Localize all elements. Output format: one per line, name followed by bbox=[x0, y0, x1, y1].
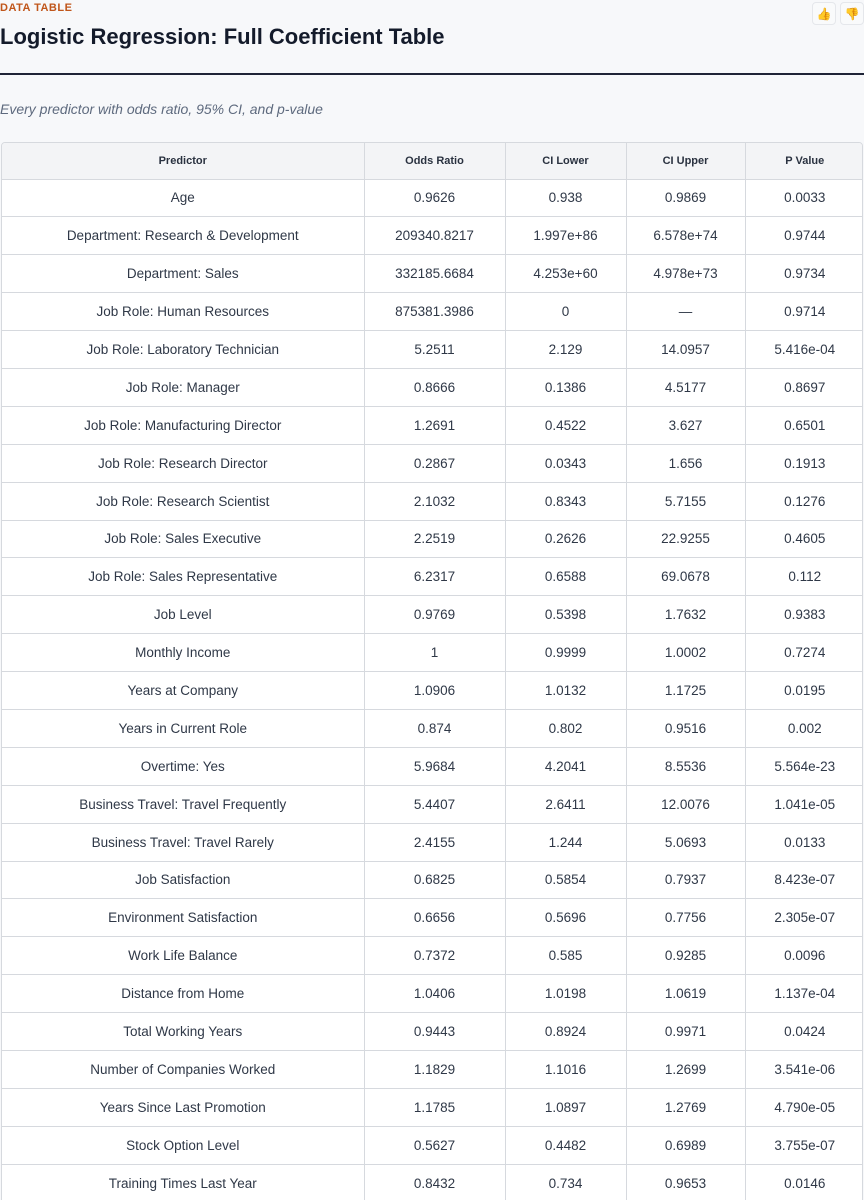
predictor-cell: Job Role: Research Scientist bbox=[2, 482, 364, 520]
value-cell: 0.8697 bbox=[745, 368, 863, 406]
value-cell: 0.6825 bbox=[364, 861, 505, 899]
value-cell: 0.874 bbox=[364, 709, 505, 747]
value-cell: 0.1386 bbox=[505, 368, 626, 406]
title-divider bbox=[0, 73, 864, 75]
value-cell: 0.9971 bbox=[626, 1013, 745, 1051]
value-cell: 0.0033 bbox=[745, 179, 863, 217]
value-cell: 6.578e+74 bbox=[626, 217, 745, 255]
value-cell: 1 bbox=[364, 634, 505, 672]
value-cell: 1.137e-04 bbox=[745, 975, 863, 1013]
predictor-cell: Environment Satisfaction bbox=[2, 899, 364, 937]
value-cell: 2.305e-07 bbox=[745, 899, 863, 937]
value-cell: 0.8666 bbox=[364, 368, 505, 406]
predictor-cell: Total Working Years bbox=[2, 1013, 364, 1051]
value-cell: 0.7274 bbox=[745, 634, 863, 672]
value-cell: 0.6501 bbox=[745, 406, 863, 444]
value-cell: 0.9626 bbox=[364, 179, 505, 217]
table-row bbox=[2, 1050, 863, 1088]
value-cell: 1.0198 bbox=[505, 975, 626, 1013]
value-cell: 1.1785 bbox=[364, 1088, 505, 1126]
value-cell: 2.2519 bbox=[364, 520, 505, 558]
table-row bbox=[2, 1013, 863, 1051]
value-cell: 0.0146 bbox=[745, 1164, 863, 1200]
value-cell: 5.2511 bbox=[364, 331, 505, 369]
value-cell: 0.7756 bbox=[626, 899, 745, 937]
table-row bbox=[2, 823, 863, 861]
value-cell: 8.423e-07 bbox=[745, 861, 863, 899]
table-row bbox=[2, 1126, 863, 1164]
table-row bbox=[2, 747, 863, 785]
predictor-cell: Job Role: Laboratory Technician bbox=[2, 331, 364, 369]
column-header[interactable]: CI Lower bbox=[505, 143, 626, 179]
value-cell: 2.129 bbox=[505, 331, 626, 369]
value-cell: 0.9443 bbox=[364, 1013, 505, 1051]
value-cell: 22.9255 bbox=[626, 520, 745, 558]
value-cell: 0.0424 bbox=[745, 1013, 863, 1051]
table-row bbox=[2, 520, 863, 558]
value-cell: 1.2769 bbox=[626, 1088, 745, 1126]
thumbs-down-button[interactable] bbox=[840, 2, 864, 25]
column-header[interactable]: CI Upper bbox=[626, 143, 745, 179]
value-cell: 0.734 bbox=[505, 1164, 626, 1200]
value-cell: 0.9999 bbox=[505, 634, 626, 672]
value-cell: 875381.3986 bbox=[364, 293, 505, 331]
value-cell: 2.6411 bbox=[505, 785, 626, 823]
value-cell: 1.0897 bbox=[505, 1088, 626, 1126]
feedback-buttons bbox=[812, 2, 864, 25]
table-row bbox=[2, 482, 863, 520]
predictor-cell: Job Role: Research Director bbox=[2, 444, 364, 482]
value-cell: 69.0678 bbox=[626, 558, 745, 596]
table-row bbox=[2, 444, 863, 482]
table-body bbox=[2, 179, 863, 1200]
table-row bbox=[2, 368, 863, 406]
page-title: Logistic Regression: Full Coefficient Table bbox=[0, 24, 445, 49]
table-row bbox=[2, 406, 863, 444]
value-cell: 0.802 bbox=[505, 709, 626, 747]
table-row bbox=[2, 975, 863, 1013]
value-cell: 1.997e+86 bbox=[505, 217, 626, 255]
predictor-cell: Job Role: Human Resources bbox=[2, 293, 364, 331]
table-row bbox=[2, 672, 863, 710]
predictor-cell: Department: Sales bbox=[2, 255, 364, 293]
value-cell: 1.2699 bbox=[626, 1050, 745, 1088]
predictor-cell: Business Travel: Travel Rarely bbox=[2, 823, 364, 861]
value-cell: 0.9714 bbox=[745, 293, 863, 331]
value-cell: 3.627 bbox=[626, 406, 745, 444]
value-cell: 5.7155 bbox=[626, 482, 745, 520]
value-cell: 6.2317 bbox=[364, 558, 505, 596]
predictor-cell: Training Times Last Year bbox=[2, 1164, 364, 1200]
value-cell: 0.2867 bbox=[364, 444, 505, 482]
value-cell: 0.9769 bbox=[364, 596, 505, 634]
value-cell: 4.978e+73 bbox=[626, 255, 745, 293]
value-cell: 1.0619 bbox=[626, 975, 745, 1013]
value-cell: 332185.6684 bbox=[364, 255, 505, 293]
thumbs-up-icon: 👍 bbox=[816, 6, 832, 21]
value-cell: 0.0343 bbox=[505, 444, 626, 482]
value-cell: 8.5536 bbox=[626, 747, 745, 785]
predictor-cell: Work Life Balance bbox=[2, 937, 364, 975]
predictor-cell: Stock Option Level bbox=[2, 1126, 364, 1164]
table-row bbox=[2, 331, 863, 369]
value-cell: 3.541e-06 bbox=[745, 1050, 863, 1088]
value-cell: 4.2041 bbox=[505, 747, 626, 785]
predictor-cell: Job Satisfaction bbox=[2, 861, 364, 899]
value-cell: 0.4605 bbox=[745, 520, 863, 558]
value-cell: 0.4522 bbox=[505, 406, 626, 444]
predictor-cell: Years in Current Role bbox=[2, 709, 364, 747]
table-row bbox=[2, 1088, 863, 1126]
column-header[interactable]: P Value bbox=[745, 143, 863, 179]
table-row bbox=[2, 937, 863, 975]
column-header[interactable]: Predictor bbox=[2, 143, 364, 179]
value-cell: 0.0133 bbox=[745, 823, 863, 861]
thumbs-up-button[interactable] bbox=[812, 2, 836, 25]
value-cell: 1.1016 bbox=[505, 1050, 626, 1088]
value-cell: 3.755e-07 bbox=[745, 1126, 863, 1164]
table-row bbox=[2, 293, 863, 331]
predictor-cell: Number of Companies Worked bbox=[2, 1050, 364, 1088]
table-row bbox=[2, 709, 863, 747]
value-cell: 1.7632 bbox=[626, 596, 745, 634]
value-cell: 12.0076 bbox=[626, 785, 745, 823]
table-row bbox=[2, 634, 863, 672]
coefficient-table bbox=[2, 143, 863, 1200]
value-cell: 1.041e-05 bbox=[745, 785, 863, 823]
value-cell: 0.2626 bbox=[505, 520, 626, 558]
value-cell: 5.4407 bbox=[364, 785, 505, 823]
value-cell: 4.253e+60 bbox=[505, 255, 626, 293]
value-cell: 5.9684 bbox=[364, 747, 505, 785]
value-cell: 0.9869 bbox=[626, 179, 745, 217]
coefficient-table-container[interactable] bbox=[1, 142, 863, 1200]
predictor-cell: Job Role: Sales Representative bbox=[2, 558, 364, 596]
predictor-cell: Job Role: Manager bbox=[2, 368, 364, 406]
value-cell: — bbox=[626, 293, 745, 331]
table-header bbox=[2, 143, 863, 179]
predictor-cell: Monthly Income bbox=[2, 634, 364, 672]
value-cell: 0.7937 bbox=[626, 861, 745, 899]
value-cell: 209340.8217 bbox=[364, 217, 505, 255]
value-cell: 0.938 bbox=[505, 179, 626, 217]
value-cell: 0.6656 bbox=[364, 899, 505, 937]
value-cell: 5.416e-04 bbox=[745, 331, 863, 369]
value-cell: 0.9744 bbox=[745, 217, 863, 255]
predictor-cell: Overtime: Yes bbox=[2, 747, 364, 785]
value-cell: 0.9653 bbox=[626, 1164, 745, 1200]
value-cell: 1.0002 bbox=[626, 634, 745, 672]
column-header[interactable]: Odds Ratio bbox=[364, 143, 505, 179]
value-cell: 0.8432 bbox=[364, 1164, 505, 1200]
value-cell: 0.0096 bbox=[745, 937, 863, 975]
value-cell: 0.5627 bbox=[364, 1126, 505, 1164]
table-row bbox=[2, 596, 863, 634]
value-cell: 0.9516 bbox=[626, 709, 745, 747]
page-subtitle: Every predictor with odds ratio, 95% CI, and p-value bbox=[0, 101, 323, 117]
value-cell: 0.1913 bbox=[745, 444, 863, 482]
value-cell: 5.0693 bbox=[626, 823, 745, 861]
predictor-cell: Distance from Home bbox=[2, 975, 364, 1013]
predictor-cell: Job Role: Sales Executive bbox=[2, 520, 364, 558]
value-cell: 0.1276 bbox=[745, 482, 863, 520]
value-cell: 0.9383 bbox=[745, 596, 863, 634]
table-row bbox=[2, 1164, 863, 1200]
value-cell: 4.790e-05 bbox=[745, 1088, 863, 1126]
table-row bbox=[2, 785, 863, 823]
value-cell: 1.1725 bbox=[626, 672, 745, 710]
value-cell: 4.5177 bbox=[626, 368, 745, 406]
value-cell: 1.0406 bbox=[364, 975, 505, 1013]
table-row bbox=[2, 255, 863, 293]
value-cell: 0.002 bbox=[745, 709, 863, 747]
value-cell: 0.0195 bbox=[745, 672, 863, 710]
value-cell: 1.0906 bbox=[364, 672, 505, 710]
value-cell: 2.1032 bbox=[364, 482, 505, 520]
predictor-cell: Age bbox=[2, 179, 364, 217]
value-cell: 0.7372 bbox=[364, 937, 505, 975]
table-row bbox=[2, 899, 863, 937]
value-cell: 0.5398 bbox=[505, 596, 626, 634]
value-cell: 14.0957 bbox=[626, 331, 745, 369]
thumbs-down-icon: 👎 bbox=[844, 6, 860, 21]
table-row bbox=[2, 861, 863, 899]
table-header-row bbox=[2, 143, 863, 179]
value-cell: 0.9734 bbox=[745, 255, 863, 293]
value-cell: 2.4155 bbox=[364, 823, 505, 861]
value-cell: 1.0132 bbox=[505, 672, 626, 710]
value-cell: 1.1829 bbox=[364, 1050, 505, 1088]
value-cell: 0.585 bbox=[505, 937, 626, 975]
value-cell: 0 bbox=[505, 293, 626, 331]
predictor-cell: Job Level bbox=[2, 596, 364, 634]
predictor-cell: Job Role: Manufacturing Director bbox=[2, 406, 364, 444]
predictor-cell: Years Since Last Promotion bbox=[2, 1088, 364, 1126]
value-cell: 0.9285 bbox=[626, 937, 745, 975]
table-row bbox=[2, 217, 863, 255]
value-cell: 0.6588 bbox=[505, 558, 626, 596]
eyebrow-label: DATA TABLE bbox=[0, 2, 73, 14]
value-cell: 0.4482 bbox=[505, 1126, 626, 1164]
value-cell: 1.656 bbox=[626, 444, 745, 482]
predictor-cell: Years at Company bbox=[2, 672, 364, 710]
predictor-cell: Department: Research & Development bbox=[2, 217, 364, 255]
value-cell: 0.8924 bbox=[505, 1013, 626, 1051]
value-cell: 5.564e-23 bbox=[745, 747, 863, 785]
value-cell: 0.8343 bbox=[505, 482, 626, 520]
table-row bbox=[2, 558, 863, 596]
value-cell: 0.5696 bbox=[505, 899, 626, 937]
predictor-cell: Business Travel: Travel Frequently bbox=[2, 785, 364, 823]
value-cell: 1.244 bbox=[505, 823, 626, 861]
table-row bbox=[2, 179, 863, 217]
value-cell: 0.6989 bbox=[626, 1126, 745, 1164]
value-cell: 0.5854 bbox=[505, 861, 626, 899]
value-cell: 0.112 bbox=[745, 558, 863, 596]
value-cell: 1.2691 bbox=[364, 406, 505, 444]
